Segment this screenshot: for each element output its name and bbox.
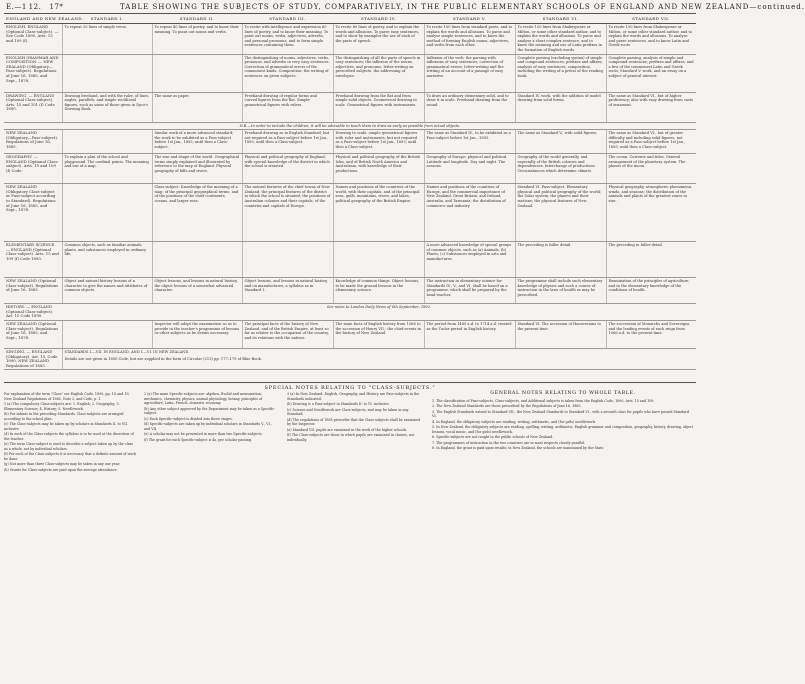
notes-column-4 [432, 392, 694, 452]
table-cell: To explain a plan of the school and playground. The cardinal points. The meaning and use of a map. [62, 154, 152, 184]
table-row [4, 278, 696, 304]
general-note: 8. In England, the grant is paid upon results; in New Zealand, the schools are maintained by the State. [432, 446, 605, 450]
subject-cell: ENGLISH. ENGLAND (Optional Class-subject). — See Code 1890, Arts. 15 and 109 (f). [4, 24, 62, 55]
table-cell: Freehand drawing as in English Standard; but not required as a Pass-subject before 1st Jan., 1893; until then a Class-subject. [242, 130, 333, 154]
subject-cell: NEW ZEALAND (Optional Class-subject). Regulations of June 16, 1885, and Sept., 1878. [4, 320, 62, 348]
table-cell: To recite with intelligence and expression 60 lines of poetry, and to know their meaning. To point out nouns, verbs, adjectives, adverbs, and personal pronouns, and to form simple sentences containing them. [242, 24, 333, 55]
special-note: (b) Drawing is a Pass-subject in Standards II. to VI. inclusive. [287, 402, 390, 406]
table-cell: The principal facts of the history of New Zealand, and of the British Empire, at least so far as relates to the occupation of the country, and its relations with the natives. [242, 320, 333, 348]
header-cell: STANDARD I. [62, 14, 152, 24]
table-cell: The preceding is fuller detail. [515, 242, 606, 278]
table-cell: To recite 150 lines from Shakespeare or Milton, or some other standard author, and to explain the words and allusions. To parse and analyse a short complex sentence, and to know the meaning and use of Latin prefixes in the formation of English words. [515, 24, 606, 55]
general-note: 5. In New Zealand, the obligatory subjects are reading, spelling, writing, arithmetic, English grammar and composition, geography, history, drawing, object lessons, vocal music, and (for girls) needlework. [432, 425, 694, 434]
special-note: (h) Grants for Class-subjects are paid upon the average attendance. [4, 467, 118, 472]
table-cell [62, 54, 152, 92]
special-note: (g) Not more than three Class-subjects may be taken in any one year. [4, 462, 120, 466]
subject-cell: NEW ZEALAND (Obligatory Class-subject or Pass-subject according to Standard). Regulations of June 16, 1885, and Sept., 1878. [4, 184, 62, 242]
special-note: (d) In each of the Class-subjects the syllabus is to be used at the discretion of the teacher. [4, 432, 134, 441]
header-cell: STANDARD II. [152, 14, 242, 24]
table-cell: Names and positions of the countries of the world, with their capitals, and of the principal seas, gulfs, mountains, rivers, and lakes; political geography of the British Empire. [333, 184, 424, 242]
table-cell: To recite 80 lines of poetry, and to explain the words and allusions. To parse easy sentences, and to show by examples the use of each of the parts of speech. [333, 24, 424, 55]
table-cell: The same as Standard IV., to be exhibited as a Pass-subject before 1st Jan., 1893. [424, 130, 515, 154]
special-note: (f) For each of the Class-subjects it is necessary that a definite amount of work be done. [4, 452, 136, 461]
subject-cell: HISTORY. — ENGLAND (Optional Class-subject). Art. 15 Code 1890. [4, 304, 62, 321]
table-cell: To repeat 40 lines of poetry, and to know their meaning. To point out nouns and verbs. [152, 24, 242, 55]
table-row [4, 130, 696, 154]
special-note: 1 (a) The compulsory Class-subjects are: 1. English; 2. Geography; 3. Elementary Science; 4. History; 5. Needlework. [4, 402, 120, 411]
header-cell: STANDARD III. [242, 14, 333, 24]
table-cell: The same as Standard V., with solid figures. [515, 130, 606, 154]
table-cell: The same as Standard VI., but of greater difficulty and including solid figures; not required as a Pass-subject before 1st Jan., 1893; until then a Class-subject. [606, 130, 696, 154]
table-title: TABLE SHOWING THE SUBJECTS OF STUDY, COMPARATIVELY, IN THE PUBLIC ELEMENTARY SCHOOLS OF ENGLAND AND NEW ZEALAND—continued. [120, 3, 805, 11]
table-cell: The instruction in elementary science for Standards IV., V., and VI. shall be based on a programme, which shall be prepared by the head teacher. [424, 278, 515, 304]
table-cell: Standard VI. Pass-subject. Elementary physical and political geography of the world; the Solar system; the planets and their motions; the physical features of New Zealand. [515, 184, 606, 242]
table-row [4, 184, 696, 242]
singing-details: Details are not given in 1890 Code, but are supplied in the form of Circular (213) pp. 177–179 of Blue Book. [64, 356, 262, 361]
table-cell: Geography of the world generally, and especially of the British colonies and dependencies. Interchange of productions. Circumstances which determine climate. [515, 154, 606, 184]
table-cell: The succession of Monarchs and Sovereigns, and the leading events of each reign from 1066 a.d. to the present time. [606, 320, 696, 348]
table-cell: Object lessons, and lessons in natural history, the object lessons of a somewhat advanced character. [152, 278, 242, 304]
subject-cell: GEOGRAPHY. — ENGLAND (Optional Class-subject). Arts. 15 and 109 (f) Code. [4, 154, 62, 184]
table-cell: The distinguishing of all the parts of speech in easy sentences; the inflexion of the nouns, adjectives, and pronouns; letter-writing on prescribed subjects, the addressing of envelopes. [333, 54, 424, 92]
table-cell: Object and natural history lessons of a character to give the names and attributes of common objects. [62, 278, 152, 304]
table-cell: Physical geography, atmospheric phenomena, winds, and seasons; the distribution of the animals and plants of the greatest zones in size. [606, 184, 696, 242]
special-note: (d) The regulations of 1885 prescribe that the Class-subjects shall be examined by the Inspector. [287, 417, 420, 426]
table-cell: Examination of the principles of agriculture, and in the elementary knowledge of the conditions of health. [606, 278, 696, 304]
singing-cell [62, 348, 696, 369]
header-cell: STANDARD VII. [606, 14, 696, 24]
table-cell: The preceding in fuller detail. [606, 242, 696, 278]
table-cell: The programme shall include such elementary knowledge of physics and such a course of instruction in the laws of health as may be prescribed. [515, 278, 606, 304]
table-cell [242, 242, 333, 278]
table-cell: The same as paper. [152, 92, 242, 122]
table-cell: To repeat 20 lines of simple verse. [62, 24, 152, 55]
table-row [4, 304, 696, 321]
notes-section [4, 392, 696, 682]
page-reference: E.—1 12. 17* [6, 3, 64, 11]
table-cell: Drawing to scale: simple geometrical figures with ruler and instruments; but not required as a Pass-subject before 1st Jan., 1893; until then a Class-subject. [333, 130, 424, 154]
table-cell: The size and shape of the world. Geographical terms simply explained and illustrated by reference to the map of England. Physical geography of hills and rivers. [152, 154, 242, 184]
table-cell: The same as Standard VI., but of higher proficiency; also with easy drawing from casts of ornament. [606, 92, 696, 122]
table-cell: Knowledge of common things. Object lessons, to be made the ground lessons in the elementary science. [333, 278, 424, 304]
special-note: (c) Science and Needlework are Class-subjects, and may be taken in any Standard. [287, 407, 409, 416]
special-notes-intro: For explanation of the term "Class" see English Code, 1890, pp. 18 and 19; New Zealand Regulations of 1885, Note 2, and Code, p. 1. [4, 392, 130, 401]
table-row [4, 320, 696, 348]
table-cell: Complete parsing, analysis of simple and compound sentences; prefixes and affixes, and a few of the commonest Latin and Greek roots; Standard V. work, and an essay on a subject of general interest. [606, 54, 696, 92]
table-cell: Freehand drawing of regular forms and curved figures from the flat. Simple geometrical figures with rulers. [242, 92, 333, 122]
table-header-row [4, 14, 696, 24]
table-cell: Standard VI. The accession of Hanoverians to the present time. [515, 320, 606, 348]
table-cell: The ocean. Currents and tides. General arrangement of the planetary system. The phases of the moon. [606, 154, 696, 184]
table-row [4, 92, 696, 122]
subject-cell: SINGING. — ENGLAND (Obligatory). Art. 15, Code 1890. NEW ZEALAND. Regulations of 1885. [4, 348, 62, 369]
table-cell: Common objects, such as familiar animals, plants, and substances employed in ordinary life. [62, 242, 152, 278]
table-cell: Drawing freehand, and with the ruler, of lines, angles, parallels, and simple rectilineal figures, such as some of those given in Dyce's Drawing Book. [62, 92, 152, 122]
notes-column-3 [287, 392, 422, 443]
table-cell: To recite 100 lines from standard poets, and to explain the words and allusions. To parse and analyse simple sentences, and to know the method of forming English nouns, adjectives, and verbs from each other. [424, 24, 515, 55]
note-row [4, 122, 696, 130]
general-note: 3. The English Standards extend to Standard VII.; the New Zealand Standards to Standard VI., with a seventh class for pupils who have passed Standard VI. [432, 409, 689, 418]
special-note: (b) For infants in the preceding Standards, Class-subjects are arranged according to the school plan. [4, 412, 124, 421]
table-cell: Physical and political geography of England, with special knowledge of the district in which the school is situated. [242, 154, 333, 184]
subjects-table [4, 13, 696, 370]
table-row [4, 242, 696, 278]
table-cell: The main facts of English history from 1066 to the accession of Henry VII.; the chief events in the history of New Zealand. [333, 320, 424, 348]
table-cell: The natural features of the chief towns of New Zealand; the principal features of the district in which the school is situated; the positions of Australian colonies and their capitals; of the countries and capitals of Europe. [242, 184, 333, 242]
table-row [4, 154, 696, 184]
table-row [4, 54, 696, 92]
table-cell: Complete parsing (excluding syntax) of simple and compound sentences; prefixes and affixes; analysis of easy sentences; composition, including the writing of a précis of the reading book. [515, 54, 606, 92]
header-cell: STANDARD VI. [515, 14, 606, 24]
table-cell: Geography of Europe, physical and political. Latitude and longitude. Day and night. The seasons. [424, 154, 515, 184]
general-note: 1. The classification of Pass-subjects, Class-subjects, and Additional subjects is taken from the English Code, 1890, Arts. 15 and 109. [432, 398, 655, 403]
header-cell: STANDARD V. [424, 14, 515, 24]
table-cell: Inspector will adopt the examination so as to provide in the teacher's programme of lessons or other subjects as he deems necessary. [152, 320, 242, 348]
table-cell: To recite 150 lines from Shakespeare or Milton, or some other standard author, and to explain the words and allusions. To analyse and parse sentences, and to know Latin and Greek roots. [606, 24, 696, 55]
subject-cell: ELEMENTARY SCIENCE. — ENGLAND (Optional Class-subject). Arts. 15 and 109 (f) Code 1890. [4, 242, 62, 278]
header-cell: STANDARD IV. [333, 14, 424, 24]
special-notes-heading: SPECIAL NOTES RELATING TO "CLASS-SUBJECTS." [4, 382, 696, 391]
special-note: 2 (a) The main Specific-subjects are: algebra, Euclid and mensuration, mechanics, chemistry, physics, animal physiology, botany, principles of agriculture, Latin, French, domestic economy. [144, 392, 263, 405]
general-notes-heading: GENERAL NOTES RELATING TO WHOLE TABLE. [490, 391, 636, 396]
table-cell [62, 320, 152, 348]
special-note: (b) Any other subject approved by the Department may be taken as a Specific-subject. [144, 406, 276, 415]
general-note: 6. Specific-subjects are not taught in the public schools of New Zealand. [432, 435, 554, 439]
table-cell: Standard IV. work, with the addition of model drawing from solid forms. [515, 92, 606, 122]
table-row [4, 348, 696, 369]
special-note: (e) Standard VII. pupils are examined in the work of the higher schools. [287, 427, 408, 432]
table-cell: Similar work of a more advanced standard; the work to be exhibited as a Pass-subject before 1st Jan., 1893; until then a Class-subject. [152, 130, 242, 154]
table-cell: Object lessons, and lessons in natural history, and on manufactures; a syllabus as in Standard I. [242, 278, 333, 304]
table-cell [152, 242, 242, 278]
drawing-note: N.B.—In order to include the children, it will be advisable to teach them to draw as early as possible from actual objects. [4, 122, 696, 130]
table-cell: Inflexion of the verb; the parsing with inflexions of easy sentences; correction of grammatical errors; letter-writing and the writing of an account of a passage of easy narrative. [424, 54, 515, 92]
table-cell [152, 54, 242, 92]
header-cell: ENGLAND AND NEW ZEALAND. [4, 14, 62, 24]
general-note: 2. The New Zealand Standards are those prescribed by the Regulations of June 16, 1885. [432, 404, 582, 408]
special-note: (c) The Class-subjects may be taken up by scholars in Standards II. to VII. inclusive. [4, 422, 128, 431]
subject-cell: ENGLISH GRAMMAR AND COMPOSITION. — NEW ZEALAND (Obligatory—Pass-subject). Regulations of June 16, 1885, and Sept., 1878. [4, 54, 62, 92]
notes-column-1 [4, 392, 136, 473]
general-note: 7. The programmes of instruction in the two countries are in most respects closely parallel. [432, 440, 586, 445]
table-cell: The period from 1485 a.d. to 1714 a.d. treated as the Tudor period in English history. [424, 320, 515, 348]
subject-cell: NEW ZEALAND (Obligatory—Pass-subject). Regulations of June 16, 1885. [4, 130, 62, 154]
table-cell: Class-subject. Knowledge of the meaning of a map; of the principal geographical terms; and of the positions of the chief continents, oceans, and larger seas. [152, 184, 242, 242]
special-note: (e) A scholar may not be presented in more than two Specific-subjects. [144, 432, 263, 436]
table-cell [62, 130, 152, 154]
table-cell [333, 242, 424, 278]
table-cell: The distinguishing of nouns, adjectives, verbs, pronouns, and adverbs in very easy sentences. Correction of grammatical errors of the commonest kinds. Composition: the writing of sentences on given subjects. [242, 54, 333, 92]
table-cell: Physical and political geography of the British Isles, and of British North America and Australasia, with knowledge of their productions. [333, 154, 424, 184]
history-note: See notes to London Daily News of 6th September, 1892. [62, 304, 696, 321]
special-note: (f) The Class-subjects are those in which pupils are examined in classes, not individually. [287, 433, 415, 442]
table-cell: To draw an ordinary elementary solid, and to draw it in scale. Freehand drawing from the round. [424, 92, 515, 122]
table-cell: Names and positions of the countries of Europe, and the commercial importance of New Zealand, Great Britain, and Ireland, Australia, and Tasmania; the distribution of commerce and industry. [424, 184, 515, 242]
special-note: (d) Specific-subjects are taken up by individual scholars in Standards V., VI., and VII. [144, 422, 272, 431]
special-note: 3 (a) In New Zealand, English, Geography, and History are Pass-subjects in the Standards indicated. [287, 392, 420, 401]
special-note: (c) Each Specific-subject is divided into three stages. [144, 416, 233, 421]
general-note: 4. In England, the obligatory subjects are reading, writing, arithmetic, and (for girls) needlework. [432, 419, 596, 424]
special-note: (f) The grant for each Specific-subject is 4s. per scholar passing. [144, 437, 253, 442]
table-cell [62, 184, 152, 242]
special-note: (e) The term Class-subject is used to describe a subject taken up by the class as a whole, not by individual scholars. [4, 442, 134, 451]
notes-column-2 [144, 392, 279, 443]
table-cell: Freehand drawing from the flat and from simple solid objects. Geometrical drawing in scale. Geometrical figures with instruments. [333, 92, 424, 122]
singing-standards-note: STANDARDS I.—VII. IN ENGLAND, AND I.—VI. IN NEW ZEALAND. [64, 349, 190, 354]
subject-cell: DRAWING. — ENGLAND (Optional Class-subject). Arts. 15 and 101 (f) Code 1890. [4, 92, 62, 122]
subject-cell: NEW ZEALAND (Optional Class-subject). Regulations of June 16, 1885. [4, 278, 62, 304]
table-cell: A more advanced knowledge of special groups of common objects, such as (a) Animals; (b) Plants; (c) Substances employed in arts and manufactures. [424, 242, 515, 278]
table-row [4, 24, 696, 55]
